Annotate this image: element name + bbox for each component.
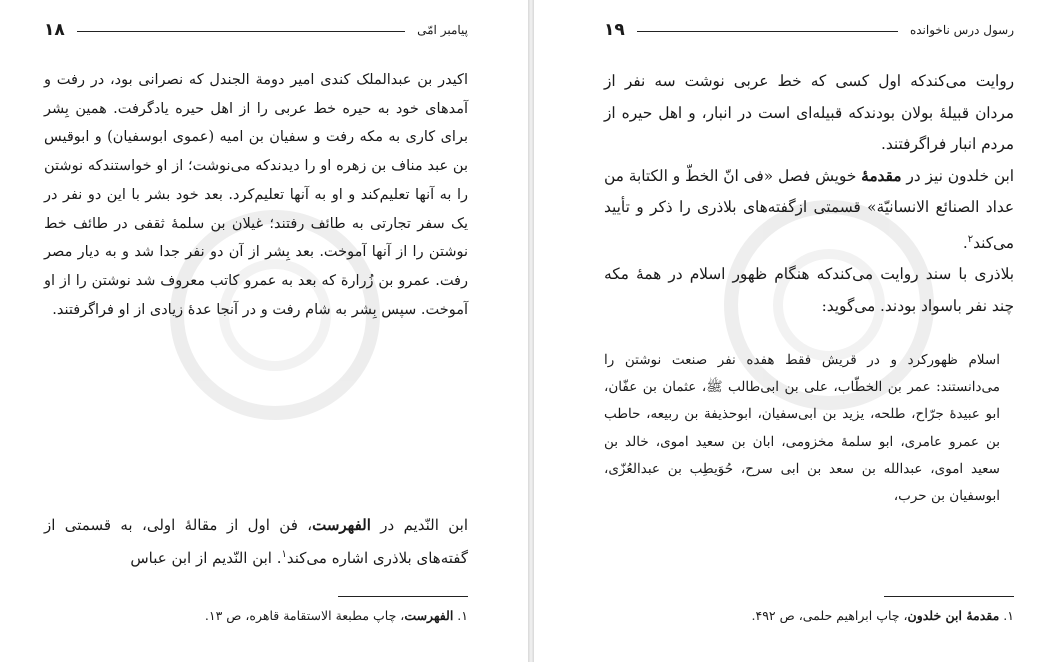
text-run: ، فن اول از مقالهٔ اولی، به قسمتی از گفته‌های بلاذری اشاره می‌کند xyxy=(44,516,468,567)
running-title: رسول درس ناخوانده xyxy=(909,23,1014,37)
header-rule xyxy=(77,31,405,32)
running-title: پیامبر امّی xyxy=(417,23,468,37)
text-run: . xyxy=(962,233,968,252)
footnote-number: ۱. xyxy=(999,608,1014,623)
footnote-text: ، چاپ ابراهیم حلمی، ص ۴۹۲. xyxy=(751,608,908,623)
block-quote xyxy=(604,347,1014,510)
footnote-rule xyxy=(338,596,468,597)
footnote-source: مقدمهٔ ابن خلدون xyxy=(907,608,1000,623)
right-body-text xyxy=(604,66,1014,322)
footnote-rule xyxy=(884,596,1014,597)
text-run: خویش فصل «فی انّ الخطّ و الکتابة من عداد الصنائع الانسانیّة» قسمتی ازگفته‌های بلاذری را ذکر و تأیید می‌کند xyxy=(604,166,1014,252)
left-body-text xyxy=(44,66,468,324)
left-body-text-2 xyxy=(44,510,468,573)
header-rule xyxy=(637,31,898,32)
footnote xyxy=(205,608,468,623)
quote-paragraph: اسلام ظهورکرد و در قریش فقط هفده نفر صنعت نوشتن را می‌دانستند: عمر بن الخطّاب، علی بن ابی‌طالب ﷺ، عثمان بن عفّان، ابو عبیدهٔ جرّاح، طلحه، یزید بن ابی‌سفیان، ابوحذیفة بن ربیعه، حاطب بن عمرو عامری، ابو سلمهٔ مخزومی، ابان بن سعید اموی، خالد بن سعید اموی، عبدالله بن سعد بن ابی سرح، حُوَیطِب بن عبدالعُزّی، ابوسفیان بن حرب، xyxy=(604,352,1000,505)
paragraph xyxy=(44,510,468,573)
page-number: ۱۹ xyxy=(604,20,625,40)
footnote-source: الفهرست xyxy=(404,608,454,623)
right-page-header xyxy=(604,18,1014,42)
text-run: ابن النّدیم در xyxy=(370,516,468,534)
footnote-text: ، چاپ مطبعة الاستقامة قاهره، ص ۱۳. xyxy=(204,608,405,623)
text-run: . ابن النّدیم از ابن عباس xyxy=(130,549,282,567)
footnote xyxy=(752,608,1014,623)
page-number: ۱۸ xyxy=(44,20,65,40)
footnote-marker[interactable]: ۱ xyxy=(281,549,287,560)
right-page xyxy=(534,0,1058,662)
paragraph: روایت می‌کندکه اول کسی که خط عربی نوشت سه نفر از مردان قبیلهٔ بولان بودندکه قبیله‌ای است در انبار، و اهل حیره از مردم انبار فراگرفتند. xyxy=(604,72,1014,153)
paragraph: بلاذری با سند روایت می‌کندکه هنگام ظهور اسلام در همهٔ مکه چند نفر باسواد بودند. می‌گوید: xyxy=(604,265,1014,315)
text-run: ابن خلدون نیز در xyxy=(901,166,1014,185)
paragraph: اکیدر بن عبدالملک کندی امیر دومة الجندل که نصرانی بود، در رفت و آمدهای خود به حیره خط عربی را از اهل حیره یادگرفت. همین بِشر برای کاری به مکه رفت و سفیان بن امیه (عموی ابوسفیان) و ابوقیس بن عبد مناف بن زهره او را دیدندکه می‌نوشت؛ از او خواستندکه نوشتن را به آنها تعلیم‌کند و او به آنها تعلیم‌کرد. بعد خود بشر با این دو نفر در یک سفر تجارتی به طائف رفتند؛ غیلان بن سلمهٔ ثقفی در طائف خط نوشتن را از آنها آموخت. بعد بِشر از آن دو نفر جدا شد و به دیار مصر رفت. عمرو بن زُرارة که بعد به عمرو کاتب معروف شد نوشتن را از او آموخت. سپس بِشر به شام رفت و در آنجا عدهٔ زیادی از او فراگرفتند. xyxy=(44,72,468,318)
left-page-header xyxy=(44,18,468,42)
book-title: مقدمهٔ xyxy=(861,166,902,185)
footnote-marker[interactable]: ۲ xyxy=(967,233,974,245)
paragraph xyxy=(604,161,1014,260)
footnote-number: ۱. xyxy=(453,608,468,623)
book-title: الفهرست xyxy=(312,516,371,534)
left-page xyxy=(0,0,528,662)
